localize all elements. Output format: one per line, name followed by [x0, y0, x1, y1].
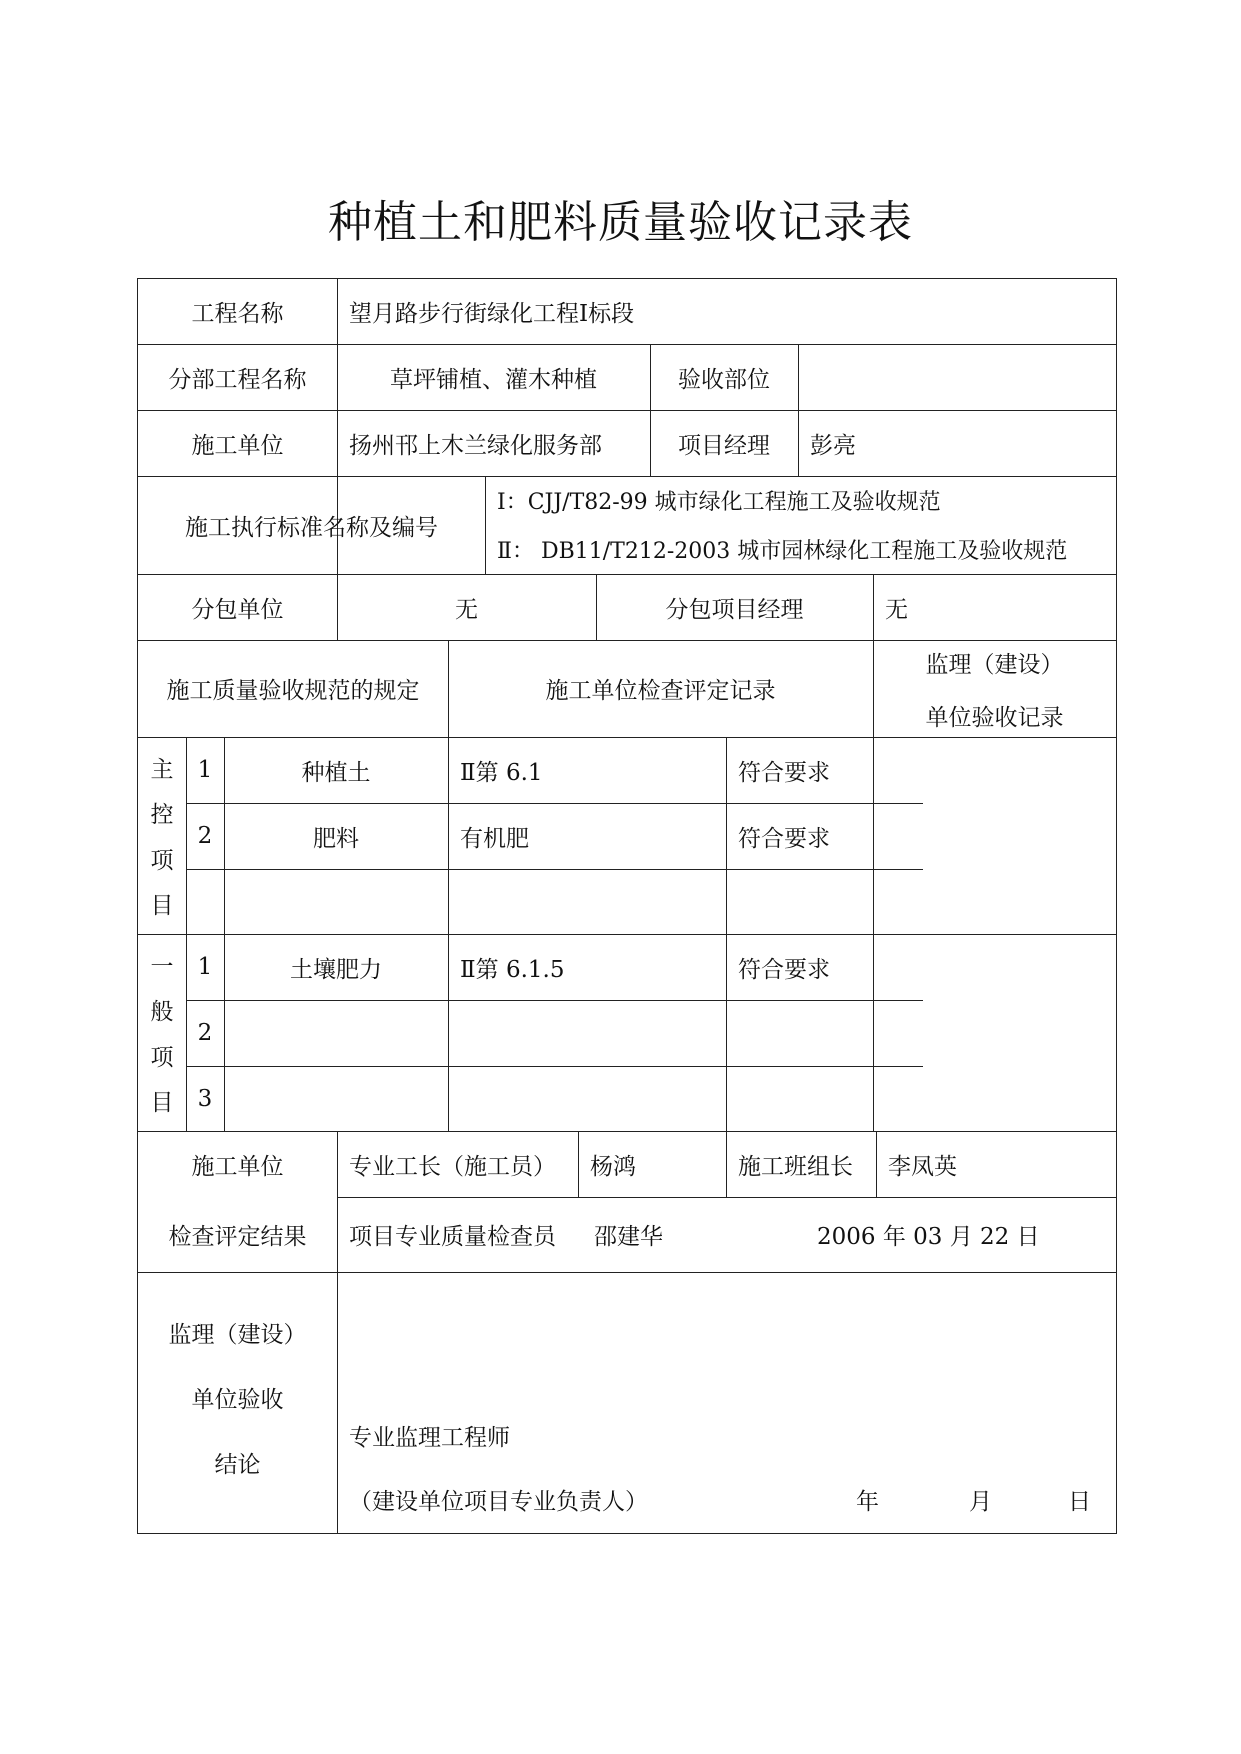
main-row-ref: 有机肥 — [460, 825, 529, 852]
inspection-label-line2: 检查评定结果 — [168, 1224, 307, 1250]
conclusion-label-line3: 结论 — [214, 1452, 261, 1478]
main-items-char: 控 — [150, 802, 174, 829]
main-row-item — [224, 869, 448, 934]
general-row-no: 1 — [197, 954, 213, 980]
general-row-no: 3 — [197, 1085, 213, 1112]
acceptance-part-value — [798, 344, 1116, 410]
contractor-value: 扬州邗上木兰绿化服务部 — [349, 432, 602, 459]
acceptance-part-label: 验收部位 — [678, 366, 770, 393]
sub-project-label: 分部工程名称 — [168, 366, 307, 393]
general-row-item — [224, 1066, 448, 1131]
signature-day-label: 日 — [1068, 1489, 1091, 1515]
owner-representative-label: （建设单位项目专业负责人） — [349, 1489, 648, 1515]
foreman-value: 杨鸿 — [590, 1153, 636, 1180]
supervision-header-line1: 监理（建设） — [925, 651, 1064, 678]
general-row-item — [224, 1000, 448, 1066]
standards-label: 施工执行标准名称及编号 — [185, 514, 438, 541]
main-row-no — [186, 869, 224, 934]
general-row-result — [726, 1000, 873, 1066]
general-items-char: 般 — [150, 999, 174, 1026]
standard-line-2: Ⅱ： DB11/T212-2003 城市园林绿化工程施工及验收规范 — [497, 539, 1068, 564]
record-header: 施工单位检查评定记录 — [545, 678, 776, 704]
page-title: 种植土和肥料质量验收记录表 — [328, 197, 913, 248]
inspection-date: 2006 年 03 月 22 日 — [817, 1224, 1040, 1250]
main-items-label — [138, 737, 186, 934]
main-items-char: 主 — [150, 757, 174, 784]
main-row-no: 1 — [197, 757, 213, 783]
team-leader-value: 李凤英 — [888, 1153, 957, 1180]
main-items-char: 项 — [150, 847, 174, 874]
supervision-header-line2: 单位验收记录 — [925, 704, 1064, 731]
signature-year-label: 年 — [856, 1489, 879, 1515]
spec-header: 施工质量验收规范的规定 — [166, 678, 420, 704]
subcontractor-value: 无 — [455, 596, 478, 623]
main-row-ref: Ⅱ第 6.1 — [460, 759, 543, 786]
main-row-item: 肥料 — [313, 825, 359, 852]
general-row-ref — [448, 1000, 726, 1066]
inspection-label-line1: 施工单位 — [191, 1153, 284, 1180]
general-items-char: 一 — [150, 954, 174, 981]
general-row-result: 符合要求 — [738, 956, 830, 983]
quality-inspector-label: 项目专业质量检查员 — [349, 1224, 556, 1250]
subcontract-manager-label: 分包项目经理 — [665, 596, 804, 623]
general-items-label — [138, 934, 186, 1131]
foreman-label: 专业工长（施工员） — [349, 1153, 556, 1180]
team-leader-label: 施工班组长 — [738, 1153, 853, 1180]
standard-line-1: Ⅰ：CJJ/T82-99 城市绿化工程施工及验收规范 — [497, 490, 941, 515]
subcontract-manager-value: 无 — [885, 596, 908, 623]
project-manager-value: 彭亮 — [810, 432, 856, 459]
general-items-char: 项 — [150, 1044, 174, 1071]
general-row-ref — [448, 1066, 726, 1131]
general-row-item: 土壤肥力 — [290, 956, 382, 983]
general-items-char: 目 — [150, 1089, 174, 1116]
main-row-item: 种植土 — [301, 759, 371, 786]
main-row-no: 2 — [197, 823, 213, 849]
general-row-ref: Ⅱ第 6.1.5 — [460, 956, 565, 983]
sub-project-value: 草坪铺植、灌木种植 — [390, 366, 597, 393]
conclusion-label — [138, 1272, 337, 1533]
subcontractor-label: 分包单位 — [191, 596, 284, 623]
main-row-result: 符合要求 — [738, 759, 830, 786]
quality-inspector-value: 邵建华 — [594, 1224, 663, 1250]
signature-month-label: 月 — [969, 1489, 992, 1515]
project-manager-label: 项目经理 — [678, 432, 770, 459]
main-row-ref — [448, 869, 726, 934]
conclusion-label-line1: 监理（建设） — [168, 1322, 307, 1348]
main-items-char: 目 — [150, 892, 174, 919]
project-name-value: 望月路步行街绿化工程Ⅰ标段 — [349, 301, 635, 327]
main-row-result: 符合要求 — [738, 825, 830, 852]
main-row-result — [726, 869, 873, 934]
project-name-label: 工程名称 — [191, 301, 284, 327]
supervising-engineer-label: 专业监理工程师 — [349, 1425, 510, 1451]
general-row-no: 2 — [197, 1020, 213, 1046]
general-row-result — [726, 1066, 873, 1131]
inspection-form — [137, 278, 1117, 1534]
supervision-header — [873, 640, 1116, 737]
contractor-label: 施工单位 — [191, 432, 284, 459]
conclusion-label-line2: 单位验收 — [191, 1387, 284, 1413]
